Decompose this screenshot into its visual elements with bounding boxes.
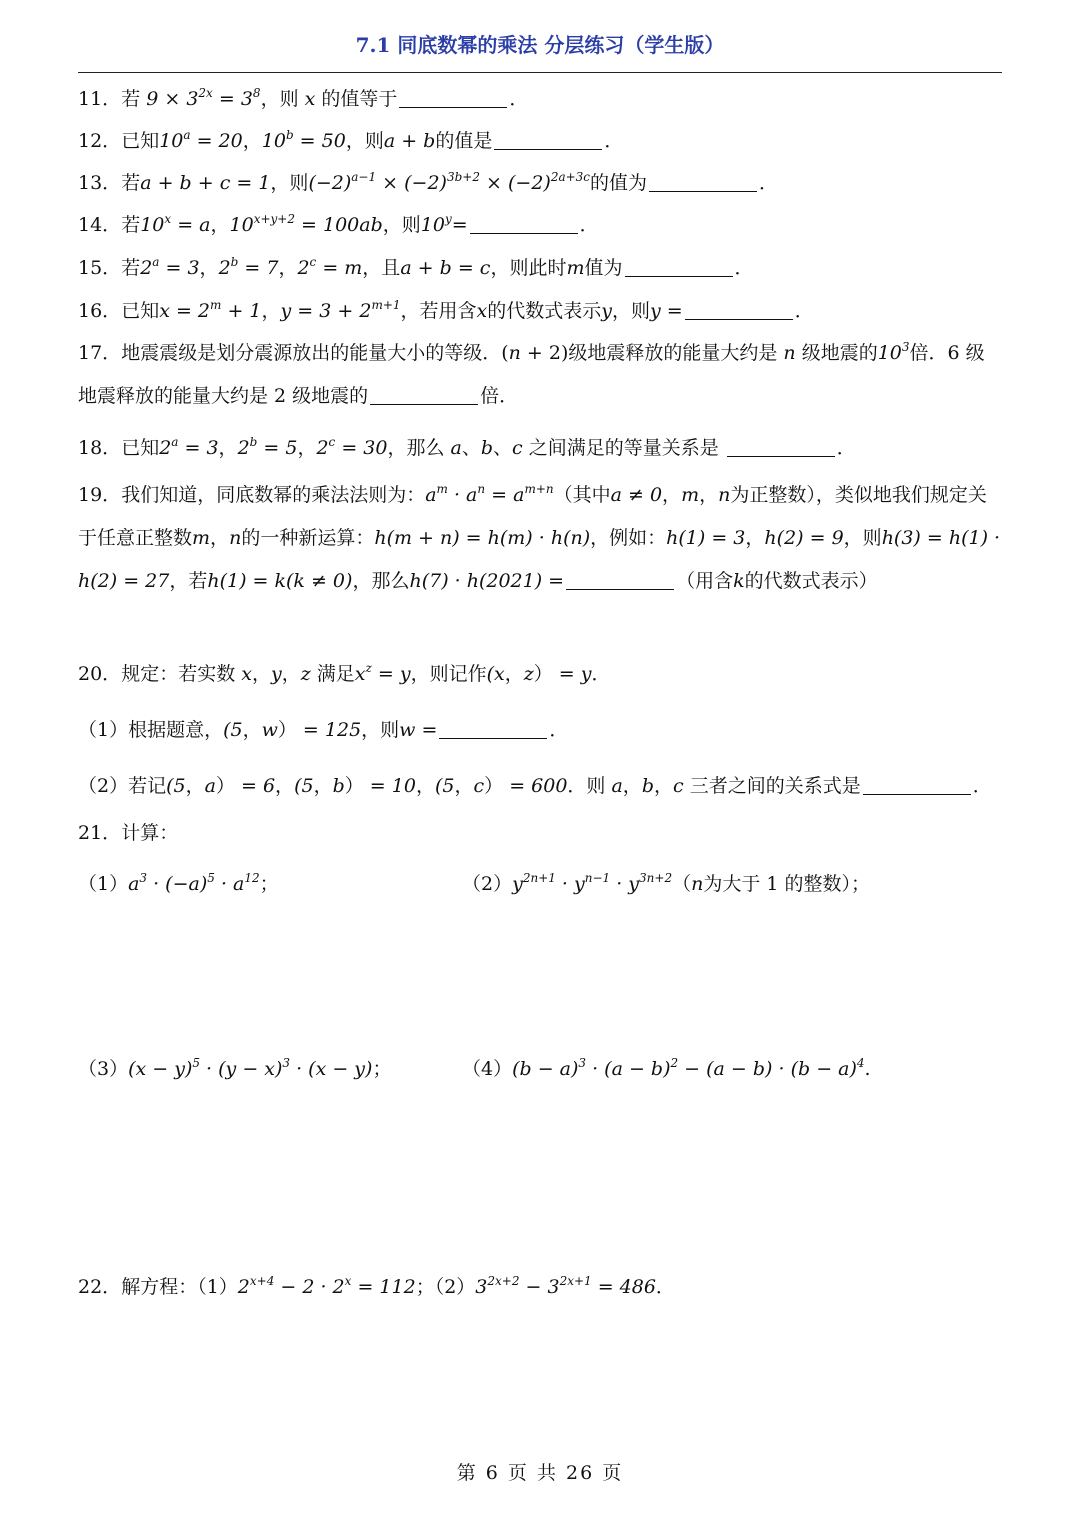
- question-20-part-2: （2）若记(5，a） = 6，(5，b） = 10，(5，c） = 600．则 a，b，c 三者之间的关系式是 ．: [78, 775, 992, 797]
- answer-blank[interactable]: [649, 173, 757, 192]
- answer-blank[interactable]: [625, 258, 733, 277]
- question-16: 16．已知$x = 2^m + 1$，$y = 3 + 2^{m+1}$，若用含x的代数式表示y，则y = ．: [78, 298, 814, 322]
- answer-blank[interactable]: [439, 720, 547, 739]
- answer-blank[interactable]: [399, 89, 507, 108]
- answer-blank[interactable]: [470, 215, 578, 234]
- question-13: 13．若a + b + c = 1，则$(-2)^{a-1} \times (-2)^{3b+2} \times (-2)^{2a+3c}$的值为 ．: [78, 170, 779, 194]
- answer-blank[interactable]: [494, 131, 602, 150]
- question-20: 20．规定：若实数 x，y，z 满足$x^z = y$，则记作(x，z） = y．: [78, 661, 611, 685]
- question-18: 18．已知$2^a = 3$，$2^b = 5$，$2^c = 30$，那么 a、b、c 之间满足的等量关系是 ．: [78, 435, 856, 459]
- question-21: 21．计算：: [78, 822, 179, 844]
- answer-blank[interactable]: [685, 301, 793, 320]
- question-15: 15．若$2^a = 3$，$2^b = 7$，$2^c = m$，且a + b = c，则此时m值为 ．: [78, 255, 754, 279]
- page-title: 7.1 同底数幂的乘法 分层练习（学生版）: [355, 33, 725, 57]
- answer-blank[interactable]: [727, 438, 835, 457]
- question-20-part-1: （1）根据题意，(5，w） = 125，则w = ．: [78, 719, 569, 741]
- question-11: 11．若 $9 \times 3^{2x} = 3^8$，则 x 的值等于 ．: [78, 86, 529, 110]
- question-22: 22．解方程：$(1)2^{x+4} - 2 \cdot 2^x = 112$；$(2)3^{2x+2} - 3^{2x+1} = 486$．: [78, 1274, 675, 1298]
- question-21-part-1: $(1)a^3 \cdot (-a)^5 \cdot a^{12}$；: [78, 871, 279, 895]
- question-12: 12．已知$10^a = 20$，$10^b = 50$，则a + b的值是 ．: [78, 128, 624, 152]
- page-header: [78, 30, 1002, 73]
- question-21-part-4: $(4)(b - a)^3 \cdot (a - b)^2 - (a - b) \cdot (b - a)^4$.: [462, 1056, 871, 1080]
- question-21-part-3: $(3)(x - y)^5 \cdot (y - x)^3 \cdot (x - y)$；: [78, 1056, 392, 1080]
- page-footer: [0, 1458, 1080, 1485]
- question-21-part-2: $(2)y^{2n+1} \cdot y^{n-1} \cdot y^{3n+2}(n$为大于 1 的整数）；: [462, 871, 871, 895]
- question-14: 14．若$10^x = a$，$10^{x+y+2} = 100ab$，则$10^y=$ ．: [78, 212, 599, 236]
- answer-blank[interactable]: [370, 386, 478, 405]
- question-17: 17．地震震级是划分震源放出的能量大小的等级．(n + 2)级地震释放的能量大约是 n 级地震的$10^3$倍．6 级地震释放的能量大约是 2 级地震的 倍．: [78, 340, 985, 407]
- answer-blank[interactable]: [566, 571, 674, 590]
- answer-blank[interactable]: [863, 776, 971, 795]
- page-number: 第 6 页 共 26 页: [456, 1462, 624, 1484]
- question-19: 19．我们知道，同底数幂的乘法法则为：$a^m \cdot a^n = a^{m+n}$（其中a ≠ 0，m，n为正整数），类似地我们规定关于任意正整数m，n的一种新运算：h(m + n) = h(m) · h(n)，例如：h(1) = 3，h(2) = 9，则h(3) = h(1) · h(2) = 27，若h(1) = k(k ≠ 0)，那么h(7) · h(2021) = （用含k的代数式表示）: [78, 482, 1001, 592]
